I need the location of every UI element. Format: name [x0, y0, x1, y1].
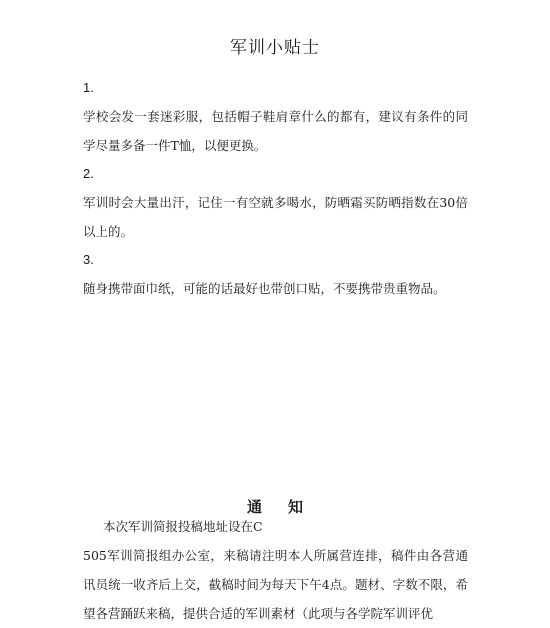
document-title: 军训小贴士 — [230, 38, 320, 59]
tip-number: 3. — [83, 252, 94, 267]
tip-text: 学校会发一套迷彩服，包括帽子鞋肩章什么的都有，建议有条件的同学尽量多备一件T恤，以便更换。 — [83, 109, 468, 153]
tip-text: 军训时会大量出汗，记住一有空就多喝水，防晒霜买防晒指数在30倍以上的。 — [83, 195, 468, 239]
notice-body: 505军训简报组办公室，来稿请注明本人所属营连排，稿件由各营通讯员统一收齐后上交，截稿时间为每天下午4点。题材、字数不限，希望各营踊跃来稿，提供合适的军训素材（此项与各学院军训评优 — [83, 548, 468, 621]
tip-number: 1. — [83, 80, 94, 95]
notice-first-line: 本次军训简报投稿地址设在C — [103, 519, 263, 534]
tips-section — [83, 78, 468, 307]
notice-title: 通知 — [246, 498, 329, 517]
tip-text: 随身携带面巾纸，可能的话最好也带创口贴，不要携带贵重物品。 — [83, 281, 446, 296]
notice-section — [83, 512, 468, 628]
tip-number: 2. — [83, 166, 94, 181]
